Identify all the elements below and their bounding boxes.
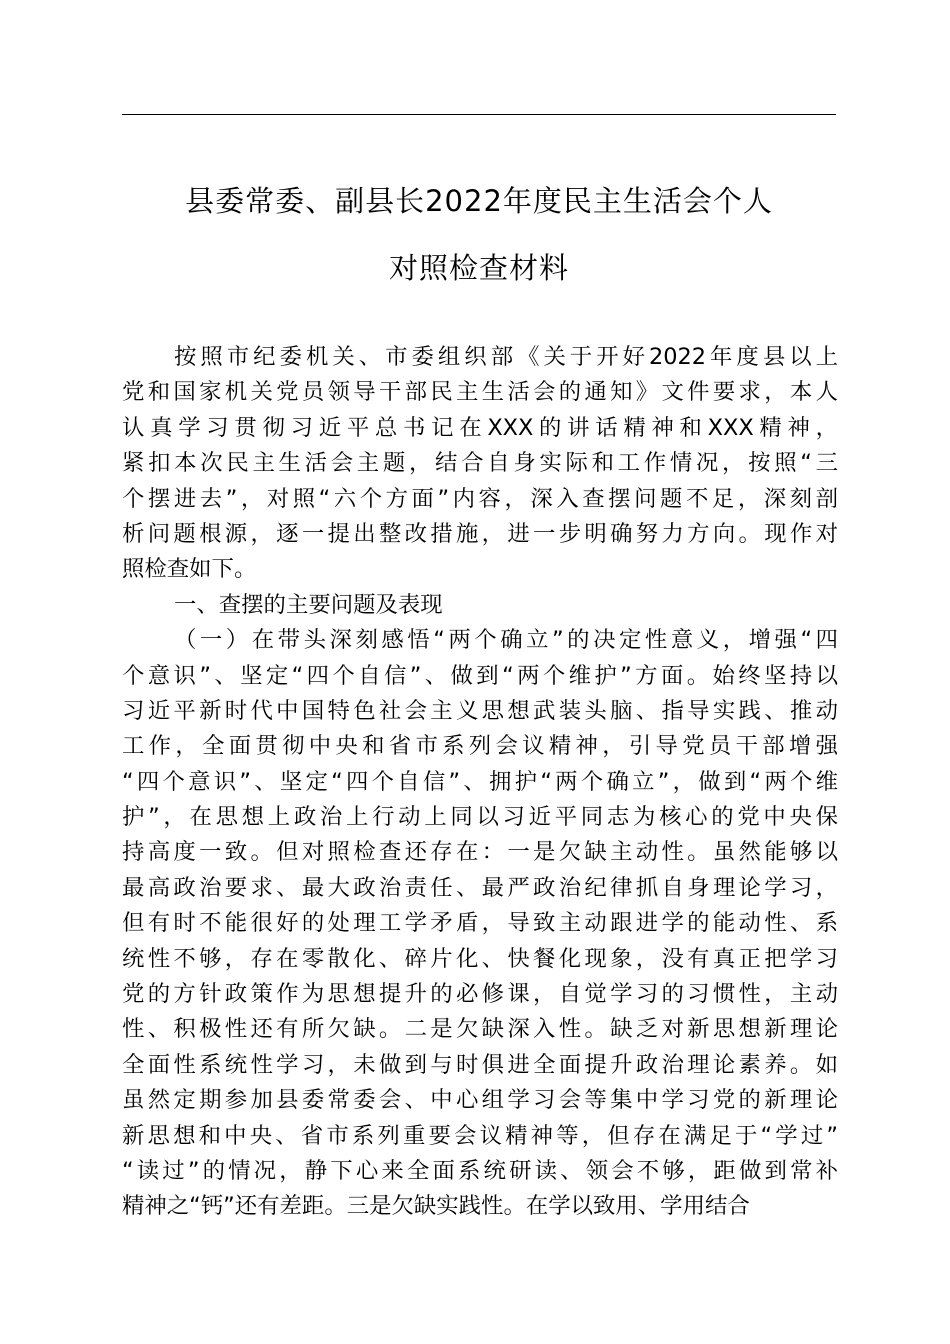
paragraph-line: 精神之“钙”还有差距。三是欠缺实践性。在学以致用、学用结合 bbox=[122, 1193, 750, 1220]
paragraph-line: 但有时不能很好的处理工学矛盾，导致主动跟进学的能动性、系 bbox=[122, 910, 838, 937]
paragraph-line: 性、积极性还有所欠缺。二是欠缺深入性。缺乏对新思想新理论 bbox=[122, 1016, 838, 1043]
paragraph-line: （一）在带头深刻感悟“两个确立”的决定性意义，增强“四 bbox=[174, 627, 838, 654]
paragraph-line: “读过”的情况，静下心来全面系统研读、领会不够，距做到常补 bbox=[122, 1157, 838, 1184]
document-body bbox=[122, 340, 838, 1225]
paragraph-line: 全面性系统性学习，未做到与时俱进全面提升政治理论素养。如 bbox=[122, 1051, 838, 1078]
paragraph-line: 析问题根源，逐一提出整改措施，进一步明确努力方向。现作对 bbox=[122, 520, 838, 547]
paragraph-line: “四个意识”、坚定“四个自信”、拥护“两个确立”，做到“两个维 bbox=[122, 768, 838, 795]
paragraph bbox=[122, 623, 838, 1225]
paragraph-line: 工作，全面贯彻中央和省市系列会议精神，引导党员干部增强 bbox=[122, 733, 838, 760]
paragraph bbox=[122, 340, 838, 588]
paragraph bbox=[122, 588, 838, 623]
paragraph-line: 虽然定期参加县委常委会、中心组学习会等集中学习党的新理论 bbox=[122, 1087, 838, 1114]
paragraph-line: 个摆进去”，对照“六个方面”内容，深入查摆问题不足，深刻剖 bbox=[122, 485, 838, 512]
paragraph-line: 最高政治要求、最大政治责任、最严政治纪律抓自身理论学习， bbox=[122, 874, 838, 901]
paragraph-line: 习近平新时代中国特色社会主义思想武装头脑、指导实践、推动 bbox=[122, 697, 838, 724]
paragraph-line: 一、查摆的主要问题及表现 bbox=[174, 591, 443, 618]
paragraph-line: 个意识”、坚定“四个自信”、做到“两个维护”方面。始终坚持以 bbox=[122, 662, 838, 689]
header-rule bbox=[122, 114, 836, 115]
title-line: 对照检查材料 bbox=[388, 251, 569, 285]
paragraph-line: 紧扣本次民主生活会主题，结合自身实际和工作情况，按照“三 bbox=[122, 450, 838, 477]
paragraph-line: 照检查如下。 bbox=[122, 556, 257, 583]
title-line: 县委常委、副县长2022年度民主生活会个人 bbox=[185, 184, 773, 218]
document-title bbox=[122, 168, 836, 302]
paragraph-line: 按照市纪委机关、市委组织部《关于开好2022年度县以上 bbox=[174, 344, 838, 370]
paragraph-line: 护”，在思想上政治上行动上同以习近平同志为核心的党中央保 bbox=[122, 804, 838, 831]
paragraph-line: 党和国家机关党员领导干部民主生活会的通知》文件要求，本人 bbox=[122, 379, 838, 406]
paragraph-line: 持高度一致。但对照检查还存在：一是欠缺主动性。虽然能够以 bbox=[122, 839, 838, 866]
paragraph-line: 统性不够，存在零散化、碎片化、快餐化现象，没有真正把学习 bbox=[122, 945, 838, 972]
paragraph-line: 新思想和中央、省市系列重要会议精神等，但存在满足于“学过” bbox=[122, 1122, 838, 1149]
paragraph-line: 认真学习贯彻习近平总书记在XXX的讲话精神和XXX精神， bbox=[122, 414, 838, 441]
paragraph-line: 党的方针政策作为思想提升的必修课，自觉学习的习惯性，主动 bbox=[122, 981, 838, 1008]
